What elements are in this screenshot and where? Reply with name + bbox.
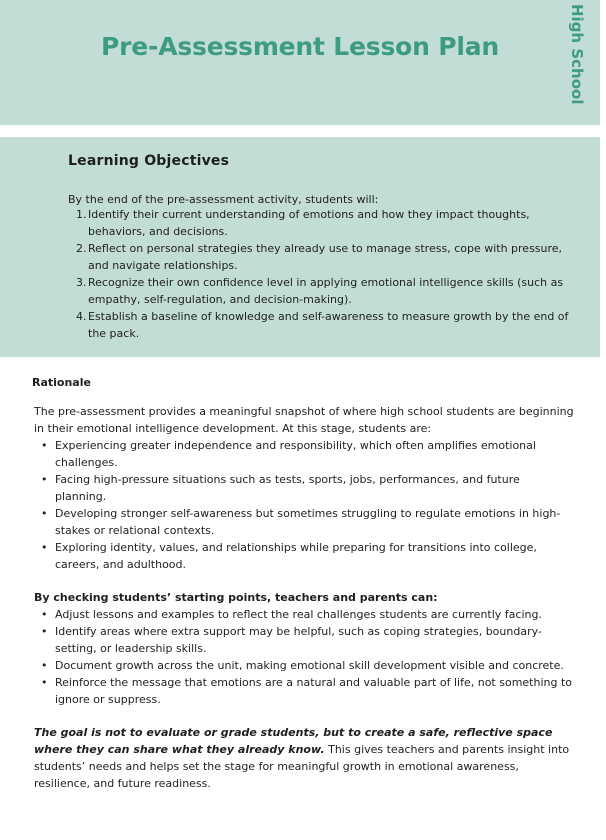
student-traits-list [34, 437, 574, 573]
objective-item [76, 308, 581, 342]
list-item: • Facing high-pressure situations such as tests, sports, jobs, performances, and future planning. [34, 471, 574, 505]
rationale-content [34, 403, 574, 792]
list-item: • Developing stronger self-awareness but sometimes struggling to regulate emotions in high-stakes or relational contexts. [34, 505, 574, 539]
rationale-heading: Rationale [32, 376, 91, 389]
checking-heading: By checking students’ starting points, teachers and parents can: [34, 591, 438, 604]
list-item: • Reinforce the message that emotions are a natural and valuable part of life, not something to ignore or suppress. [34, 674, 574, 708]
header-band [0, 0, 600, 125]
page-title: Pre-Assessment Lesson Plan [101, 32, 499, 61]
goal-rest: This gives teachers and parents insight into students’ needs and helps set the stage for meaningful growth in emotional awareness, resilience, and future readiness. [34, 743, 570, 790]
objective-text: Identify their current understanding of emotions and how they impact thoughts, behaviors, and decisions. [88, 208, 530, 238]
goal-emphasis: The goal is not to evaluate or grade students, but to create a safe, reflective space where they can share what they already know. [34, 726, 553, 756]
objective-number: 1. [76, 208, 87, 221]
objectives-intro: By the end of the pre-assessment activity, students will: [68, 193, 379, 206]
objective-text: Reflect on personal strategies they already use to manage stress, cope with pressure, and navigate relationships. [88, 242, 563, 272]
objectives-heading: Learning Objectives [68, 153, 230, 169]
list-item: • Document growth across the unit, making emotional skill development visible and concrete. [34, 657, 574, 674]
list-item: • Exploring identity, values, and relationships while preparing for transitions into college, careers, and adulthood. [34, 539, 574, 573]
objective-item [76, 240, 581, 274]
objective-number: 3. [76, 276, 87, 289]
objectives-list [76, 206, 581, 342]
list-item: • Adjust lessons and examples to reflect the real challenges students are currently facing. [34, 606, 574, 623]
rationale-intro: The pre-assessment provides a meaningful snapshot of where high school students are beginning in their emotional intelligence development. At this stage, students are: [34, 405, 574, 435]
learning-objectives-section [0, 137, 600, 357]
objective-number: 2. [76, 242, 87, 255]
teacher-actions-list [34, 606, 574, 708]
goal-statement [34, 724, 574, 792]
list-item: • Identify areas where extra support may be helpful, such as coping strategies, boundary-setting, or leadership skills. [34, 623, 574, 657]
objective-number: 4. [76, 310, 87, 323]
grade-level-label: High School [568, 4, 586, 105]
objective-text: Establish a baseline of knowledge and self-awareness to measure growth by the end of the pack. [88, 310, 569, 340]
objective-item [76, 206, 581, 240]
objective-text: Recognize their own confidence level in applying emotional intelligence skills (such as empathy, self-regulation, and decision-making). [88, 276, 564, 306]
objective-item [76, 274, 581, 308]
list-item: • Experiencing greater independence and responsibility, which often amplifies emotional challenges. [34, 437, 574, 471]
